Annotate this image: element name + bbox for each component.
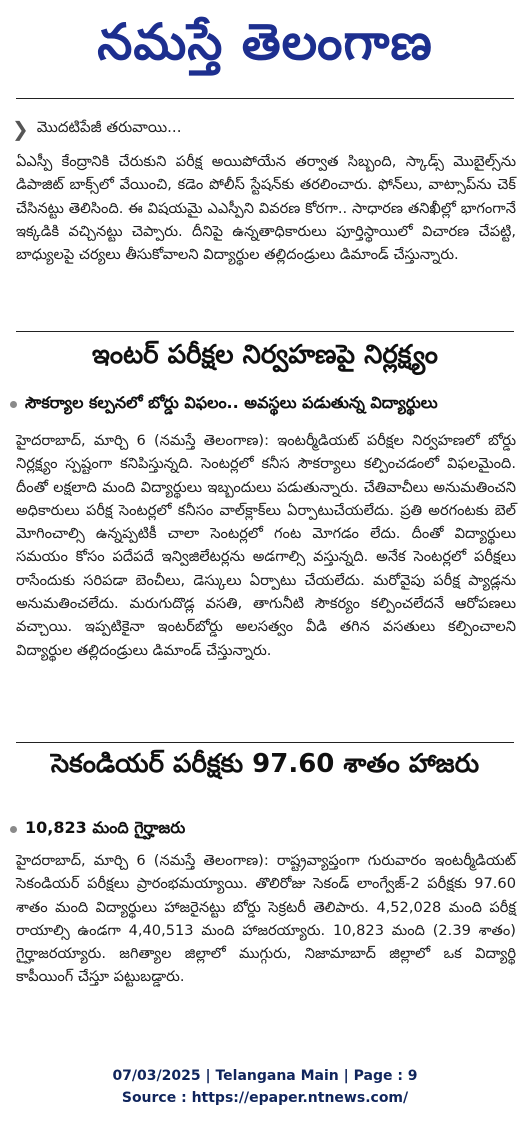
article2-subheadline-text: 10,823 మంది గైర్హాజరు: [25, 818, 186, 837]
masthead-divider: [16, 98, 514, 99]
intro-paragraph: ఏఎస్పీ కేంద్రానికి చేరుకుని పరీక్ష అయిపోయేన తర్వాత సిబ్బంది, స్కాడ్స్ మొబైల్స్‌ను డిపాజిట్ బాక్స్‌లో వేయించి, కడెం పోలీస్ స్టేషన్‌కు తరలించారు. ఫోన్‌లు, వాట్సాప్‌ను చెక్ చేసినట్టు తెలిసింది. ఈ విషయమై ఎఎస్పీని వివరణ కోరగా.. సాధారణ తనిఖీల్లో భాగంగానే ఇక్కడికి వచ్చినట్టు చెప్పారు. దీనిపై ఉన్నతాధికారులు పూర్తిస్థాయిలో విచారణ చేపట్టి, బాధ్యులపై చర్యలు తీసుకోవాలని విద్యార్థుల తల్లిదండ్రులు డిమాండ్ చేస్తున్నారు.: [16, 153, 516, 264]
newspaper-logo: నమస్తే తెలంగాణ: [97, 12, 433, 71]
article2-body: హైదరాబాద్, మార్చి 6 (నమస్తే తెలంగాణ): రాష్ట్రవ్యాప్తంగా గురువారం ఇంటర్మీడియట్ సెకండియర్ పరీక్షలు ప్రారంభమయ్యాయి. తొలిరోజు సెకండ్ లాంగ్వేజ్-2 పరీక్షకు 97.60 శాతం మంది విద్యార్థులు హాజరైనట్టు బోర్డు సెక్రటరీ తెలిపారు. 4,52,028 మంది పరీక్ష రాయాల్సి ఉండగా 4,40,513 మంది హాజరయ్యారు. 10,823 మంది (2.39 శాతం) గైర్హాజరయ్యారు. జగిత్యాల జిల్లాలో ముగ్గురు, నిజామాబాద్ జిల్లాలో ఒక విద్యార్థి కాపీయింగ్ చేస్తూ పట్టుబడ్డారు.: [16, 852, 516, 986]
continued-from-front-page: [12, 118, 181, 140]
article2-headline: సెకండియర్ పరీక్షకు 97.60 శాతం హాజరు: [50, 749, 480, 779]
article1-subheadline-text: సౌకర్యాల కల్పనలో బోర్డు విఫలం.. అవస్థలు పడుతున్న విద్యార్థులు: [25, 393, 438, 412]
article1-headline: ఇంటర్ పరీక్షల నిర్వహణపై నిర్లక్ష్యం: [92, 340, 438, 370]
chevron-right-icon: ❯: [12, 117, 29, 141]
section-divider: [16, 742, 514, 743]
article1-body: హైదరాబాద్, మార్చి 6 (నమస్తే తెలంగాణ): ఇంటర్మీడియట్ పరీక్షల నిర్వహణలో బోర్డు నిర్లక్ష్యం స్పష్టంగా కనిపిస్తున్నది. సెంటర్లలో కనీస సౌకర్యాలు కల్పించడంలో విఫలమైంది. దీంతో లక్షలాది మంది విద్యార్థులు ఇబ్బందులు పడుతున్నారు. చేతివాచీలు అనుమతించని అధికారులు పరీక్ష సెంటర్లలో కనీసం వాల్‌క్లాక్‌లు ఏర్పాటుచేయలేదు. ప్రతి అరగంటకు బెల్ మోగించాల్సి ఉన్నప్పటికీ చాలా సెంటర్లలో గంట మోగడం లేదు. దీంతో విద్యార్థులు సమయం కోసం పదేపదే ఇన్విజిలేటర్లను అడగాల్సి వస్తున్నది. అనేక సెంటర్లలో పరీక్షలు రాసేందుకు సరిపడా బెంచీలు, డెస్కులు ఏర్పాటు చేయలేదు. మరోవైపు పరీక్ష ప్యాడ్లను అనుమతించలేదు. మరుగుదొడ్ల వసతి, తాగునీటి సౌకర్యం కల్పించలేదనే ఆరోపణలు వచ్చాయి. ఇప్పటికైనా ఇంటర్‌బోర్డు అలసత్వం వీడి తగిన వసతులు కల్పించాలని విద్యార్థుల తల్లిదండ్రులు డిమాండ్ చేస్తున్నారు.: [16, 432, 516, 659]
masthead: [0, 8, 530, 88]
bullet-icon: [10, 826, 17, 833]
continued-label: మొదటిపేజీ తరువాయి...: [36, 118, 182, 136]
footer-date-edition: 07/03/2025 | Telangana Main | Page : 9: [112, 1068, 418, 1084]
section-divider: [16, 331, 514, 332]
bullet-icon: [10, 401, 17, 408]
article1-subheadline: [10, 393, 522, 416]
footer-source: Source : https://epaper.ntnews.com/: [121, 1090, 409, 1106]
article2-subheadline: [10, 818, 522, 841]
